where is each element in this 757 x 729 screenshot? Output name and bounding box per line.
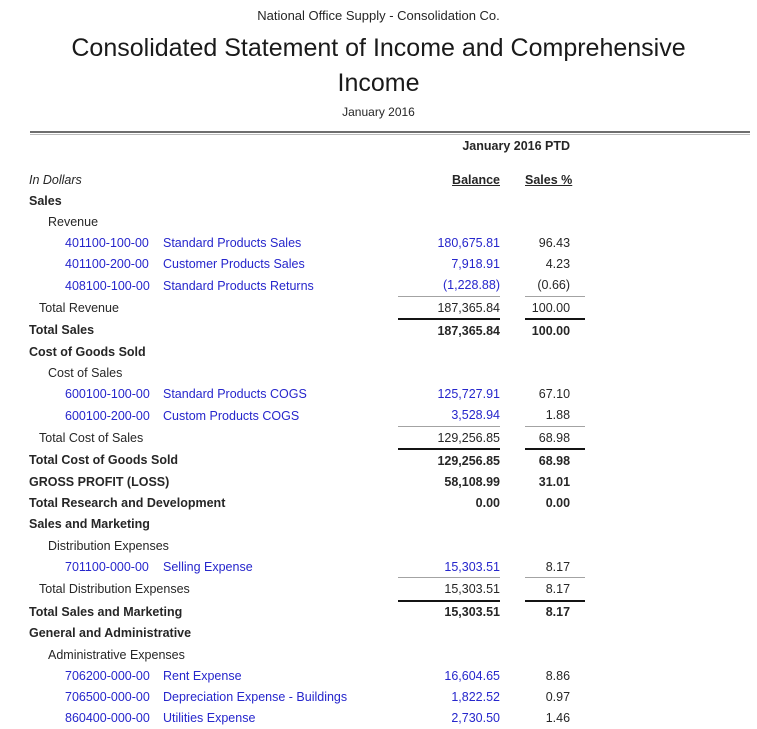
subtotal-balance-value: 187,365.84 [398,296,500,319]
section-sales-pct-value [525,514,585,535]
total-balance-value: 15,303.51 [444,605,500,620]
subsection-sales-pct-value [525,644,585,665]
report-row-subsection [0,535,585,556]
subsection-balance-value [398,211,500,232]
account-balance-link[interactable]: 180,675.81 [437,235,500,250]
total-balance-value: 129,256.85 [437,453,500,468]
column-gap [500,211,525,232]
account-balance-link[interactable]: 2,730.50 [451,711,500,726]
subsection-label: Cost of Sales [48,366,123,381]
report-row-section [0,341,585,362]
column-gap [500,578,525,601]
report-row-account [0,254,585,275]
account-number-link[interactable]: 706200-000-00 [65,668,150,683]
subsection-balance-value [398,644,500,665]
subsection-sales-pct-value [525,535,585,556]
report-row-account [0,384,585,405]
account-label-cell [0,556,398,578]
column-gap [500,471,525,492]
sales-pct-column-header[interactable]: Sales % [525,173,573,187]
section-sales-pct-value [525,341,585,362]
total-label: Total Sales and Marketing [29,604,183,619]
balance-column-header[interactable]: Balance [452,173,500,187]
report-row-total [0,449,585,471]
section-sales-pct-value [525,190,585,211]
column-gap [500,514,525,535]
report-row-total [0,493,585,514]
section-balance-value [398,623,500,644]
account-number-link[interactable]: 600100-200-00 [65,408,150,423]
account-label-cell [0,708,398,729]
account-name-link[interactable]: Depreciation Expense - Buildings [163,689,348,704]
subtotal-label: Total Revenue [39,300,119,315]
column-gap [500,449,525,471]
report-row-subsection [0,644,585,665]
account-balance-link[interactable]: 15,303.51 [444,559,500,574]
column-gap [500,623,525,644]
column-gap [500,601,525,623]
report-period: January 2016 [342,105,415,119]
account-number-link[interactable]: 408100-100-00 [65,278,150,293]
column-gap [500,535,525,556]
account-number-link[interactable]: 401100-100-00 [65,235,149,250]
report-row-section [0,623,585,644]
total-label: Total Cost of Goods Sold [29,453,179,468]
column-gap [500,493,525,514]
column-gap [500,427,525,450]
account-label-cell [0,232,398,253]
total-label: GROSS PROFIT (LOSS) [29,475,170,490]
report-row-account [0,275,585,297]
report-row-account [0,232,585,253]
income-statement-table [0,135,585,729]
subtotal-sales-pct-value: 68.98 [525,427,585,450]
column-gap [500,686,525,707]
subtotal-sales-pct-value: 100.00 [525,296,585,319]
section-label: Sales and Marketing [29,517,150,532]
period-column-group-header-row [0,135,585,157]
subtotal-balance-value: 129,256.85 [398,427,500,450]
account-name-link[interactable]: Standard Products Returns [163,278,314,293]
subsection-label: Administrative Expenses [48,647,185,662]
section-label: Sales [29,193,62,208]
header-divider-dark-line [30,131,750,133]
account-balance-link[interactable]: 3,528.94 [451,408,500,423]
report-title-line2: Income [337,69,420,97]
account-balance-link[interactable]: (1,228.88) [443,278,500,293]
account-name-link[interactable]: Custom Products COGS [163,408,300,423]
section-balance-value [398,514,500,535]
total-balance-value: 0.00 [475,496,500,511]
column-gap [500,190,525,211]
account-sales-pct-value: 1.46 [545,711,571,726]
subtotal-label: Total Distribution Expenses [39,582,190,597]
report-row-section [0,514,585,535]
account-name-link[interactable]: Selling Expense [163,560,253,575]
total-sales-pct-value: 100.00 [531,323,571,338]
account-balance-link[interactable]: 125,727.91 [437,387,500,402]
account-label-cell [0,405,398,427]
report-row-section [0,190,585,211]
section-label: General and Administrative [29,626,192,641]
report-row-total [0,601,585,623]
column-gap [500,665,525,686]
account-sales-pct-value: (0.66) [537,278,571,293]
report-row-subsection [0,363,585,384]
account-number-link[interactable]: 860400-000-00 [65,711,150,726]
total-balance-value: 58,108.99 [444,475,500,490]
column-gap [500,341,525,362]
subtotal-label: Total Cost of Sales [39,430,144,445]
report-row-total [0,471,585,492]
account-label-cell [0,254,398,275]
column-header-row [0,157,585,190]
column-gap [500,319,525,341]
account-name-link[interactable]: Customer Products Sales [163,257,305,272]
account-number-link[interactable]: 706500-000-00 [65,689,150,704]
report-row-total [0,319,585,341]
spacer-cell [500,157,525,190]
account-name-link[interactable]: Rent Expense [163,668,242,683]
total-sales-pct-value: 0.00 [545,496,571,511]
total-balance-value: 187,365.84 [437,323,500,338]
section-sales-pct-value [525,623,585,644]
total-sales-pct-value: 68.98 [538,453,571,468]
report-title [0,31,757,101]
subsection-label: Distribution Expenses [48,538,169,553]
section-balance-value [398,190,500,211]
account-number-link[interactable]: 401100-200-00 [65,257,149,272]
total-label: Total Sales [29,323,95,338]
subsection-balance-value [398,363,500,384]
column-gap [500,405,525,427]
column-gap [500,708,525,729]
account-name-link[interactable]: Utilities Expense [163,711,256,726]
account-label-cell [0,384,398,405]
account-balance-link[interactable]: 1,822.52 [451,689,500,704]
account-sales-pct-value: 8.17 [545,559,571,574]
account-label-cell [0,686,398,707]
account-balance-link[interactable]: 16,604.65 [444,668,500,683]
account-number-link[interactable]: 600100-100-00 [65,387,150,402]
spacer-cell [0,135,398,157]
account-sales-pct-value: 4.23 [545,257,571,272]
section-label: Cost of Goods Sold [29,344,146,359]
units-label: In Dollars [29,173,82,187]
subsection-sales-pct-value [525,211,585,232]
report-row-account [0,665,585,686]
total-sales-pct-value: 31.01 [538,475,571,490]
report-row-subtotal [0,296,585,319]
total-sales-pct-value: 8.17 [545,605,571,620]
total-label: Total Research and Development [29,496,226,511]
subtotal-balance-value: 15,303.51 [398,578,500,601]
report-row-account [0,708,585,729]
account-number-link[interactable]: 701100-000-00 [65,560,149,575]
company-name: National Office Supply - Consolidation Co. [257,8,500,23]
account-label-cell [0,275,398,297]
account-balance-link[interactable]: 7,918.91 [451,257,500,272]
column-gap [500,556,525,578]
subsection-label: Revenue [48,214,99,229]
subsection-balance-value [398,535,500,556]
column-gap [500,254,525,275]
column-gap [500,644,525,665]
report-row-subtotal [0,578,585,601]
column-gap [500,296,525,319]
column-gap [500,232,525,253]
account-sales-pct-value: 0.97 [545,689,571,704]
report-rows [0,190,585,729]
report-row-subtotal [0,427,585,450]
report-row-account [0,405,585,427]
column-gap [500,275,525,297]
account-sales-pct-value: 8.86 [545,668,571,683]
account-label-cell [0,665,398,686]
report-row-account [0,556,585,578]
section-balance-value [398,341,500,362]
period-column-group-header: January 2016 PTD [462,139,571,153]
report-title-line1: Consolidated Statement of Income and Comprehensive [71,34,686,62]
account-name-link[interactable]: Standard Products COGS [163,387,307,402]
column-gap [500,363,525,384]
account-sales-pct-value: 1.88 [545,408,571,423]
report-row-subsection [0,211,585,232]
account-name-link[interactable]: Standard Products Sales [163,235,302,250]
subsection-sales-pct-value [525,363,585,384]
account-sales-pct-value: 67.10 [538,387,571,402]
account-sales-pct-value: 96.43 [538,235,571,250]
column-gap [500,384,525,405]
subtotal-sales-pct-value: 8.17 [525,578,585,601]
report-row-account [0,686,585,707]
